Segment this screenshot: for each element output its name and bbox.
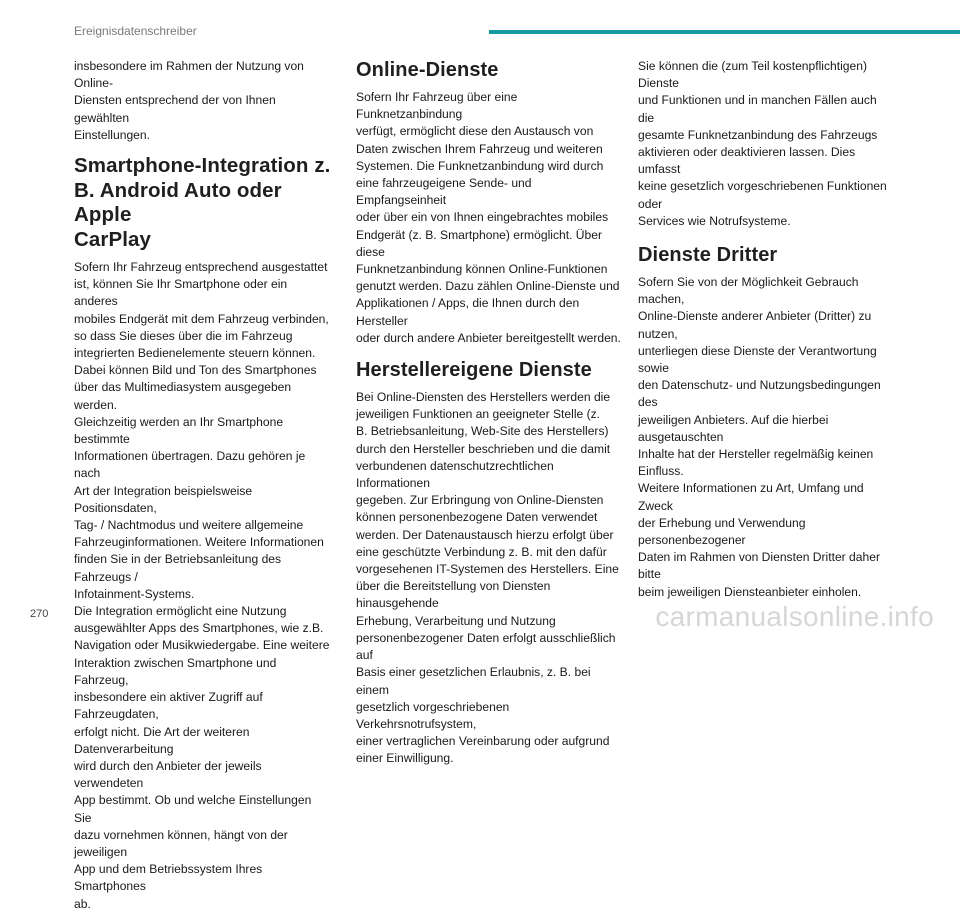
column-middle xyxy=(356,58,622,768)
heading-smartphone-integration: Smartphone-Integration z. B. Android Auto oder Apple CarPlay xyxy=(74,154,331,251)
paragraph-dienste-dritter: Sofern Sie von der Möglichkeit Gebrauch machen, Online-Dienste anderer Anbieter (Dritter) zu nutzen, unterliegen diese Dienste der Verantwortung sowie den Datenschutz- und Nutzungsbedingungen des jeweiligen Anbieters. Auf die hierbei ausgetauschten Inhalte hat der Hersteller regelmäßig keinen Einfluss. Weitere Informationen zu Art, Umfang und Zweck der Erhebung und Verwendung personenbezogener Daten im Rahmen von Diensten Dritter daher bitte beim jeweiligen Diensteanbieter einholen. xyxy=(638,275,881,599)
paragraph-online-dienste: Sofern Ihr Fahrzeug über eine Funknetzanbindung verfügt, ermöglicht diese den Austausch von Daten zwischen Ihrem Fahrzeug und weiteren Systemen. Die Funknetzanbindung wird durch eine fahrzeugeigene Sende- und Empfangseinheit oder über ein von Ihnen eingebrachtes mobiles Endgerät (z. B. Smartphone) ermöglicht. Über diese Funknetzanbindung können Online-Funktionen genutzt werden. Dazu zählen Online-Dienste und Applikationen / Apps, die Ihnen durch den Hersteller oder durch andere Anbieter bereitgestellt werden. xyxy=(356,90,621,345)
header-accent-bar xyxy=(489,30,960,34)
column-left xyxy=(74,58,332,913)
heading-dienste-dritter: Dienste Dritter xyxy=(638,244,778,267)
heading-herstellereigene-dienste: Herstellereigene Dienste xyxy=(356,359,592,382)
paragraph-herstellereigene-dienste: Bei Online-Diensten des Herstellers werden die jeweiligen Funktionen an geeigneter Stelle (z. B. Betriebsanleitung, Web-Site des Herstellers) durch den Hersteller beschrieben und die damit verbundenen datenschutzrechtlichen Informationen gegeben. Zur Erbringung von Online-Diensten können personenbezogene Daten verwendet werden. Der Datenaustausch hierzu erfolgt über eine geschützte Verbindung z. B. mit den dafür vorgesehenen IT-Systemen des Herstellers. Eine über die Bereitstellung von Diensten hinausgehende Erhebung, Verarbeitung und Nutzung personenbezogener Daten erfolgt ausschließlich auf Basis einer gesetzlichen Erlaubnis, z. B. bei einem gesetzlich vorgeschriebenen Verkehrsnotrufsystem, einer vertraglichen Vereinbarung oder aufgrund einer Einwilligung. xyxy=(356,390,619,766)
page-number: 270 xyxy=(30,608,49,620)
running-header-title: Ereignisdatenschreiber xyxy=(74,24,197,38)
paragraph-smartphone-integration: Sofern Ihr Fahrzeug entsprechend ausgestattet ist, können Sie Ihr Smartphone oder ein anderes mobiles Endgerät mit dem Fahrzeug verbinden, so dass Sie dieses über die im Fahrzeug integrierten Bedienelemente steuern können. Dabei können Bild und Ton des Smartphones über das Multimediasystem ausgegeben werden. Gleichzeitig werden an Ihr Smartphone bestimmte Informationen übertragen. Dazu gehören je nach Art der Integration beispielsweise Positionsdaten, Tag- / Nachtmodus und weitere allgemeine Fahrzeuginformationen. Weitere Informationen finden Sie in der Betriebsanleitung des Fahrzeugs / Infotainment-Systems. Die Integration ermöglicht eine Nutzung ausgewählter Apps des Smartphones, wie z.B. Navigation oder Musikwiedergabe. Eine weitere Interaktion zwischen Smartphone und Fahrzeug, insbesondere ein aktiver Zugriff auf Fahrzeugdaten, erfolgt nicht. Die Art der weiteren Datenverarbeitung wird durch den Anbieter der jeweils verwendeten App bestimmt. Ob und welche Einstellungen Sie dazu vornehmen können, hängt von der jeweiligen App und dem Betriebssystem Ihres Smartphones ab. xyxy=(74,260,330,911)
paragraph-intro-continued: insbesondere im Rahmen der Nutzung von Online- Diensten entsprechend der von Ihnen gewählten Einstellungen. xyxy=(74,59,304,142)
paragraph-dienste-aktivieren: Sie können die (zum Teil kostenpflichtigen) Dienste und Funktionen und in manchen Fällen auch die gesamte Funknetzanbindung des Fahrzeugs aktivieren oder deaktivieren lassen. Dies umfasst keine gesetzlich vorgeschriebenen Funktionen oder Services wie Notrufsysteme. xyxy=(638,59,887,228)
watermark-logo: carmanualsonline.info xyxy=(655,601,934,632)
column-right xyxy=(638,58,896,601)
heading-online-dienste: Online-Dienste xyxy=(356,59,499,81)
